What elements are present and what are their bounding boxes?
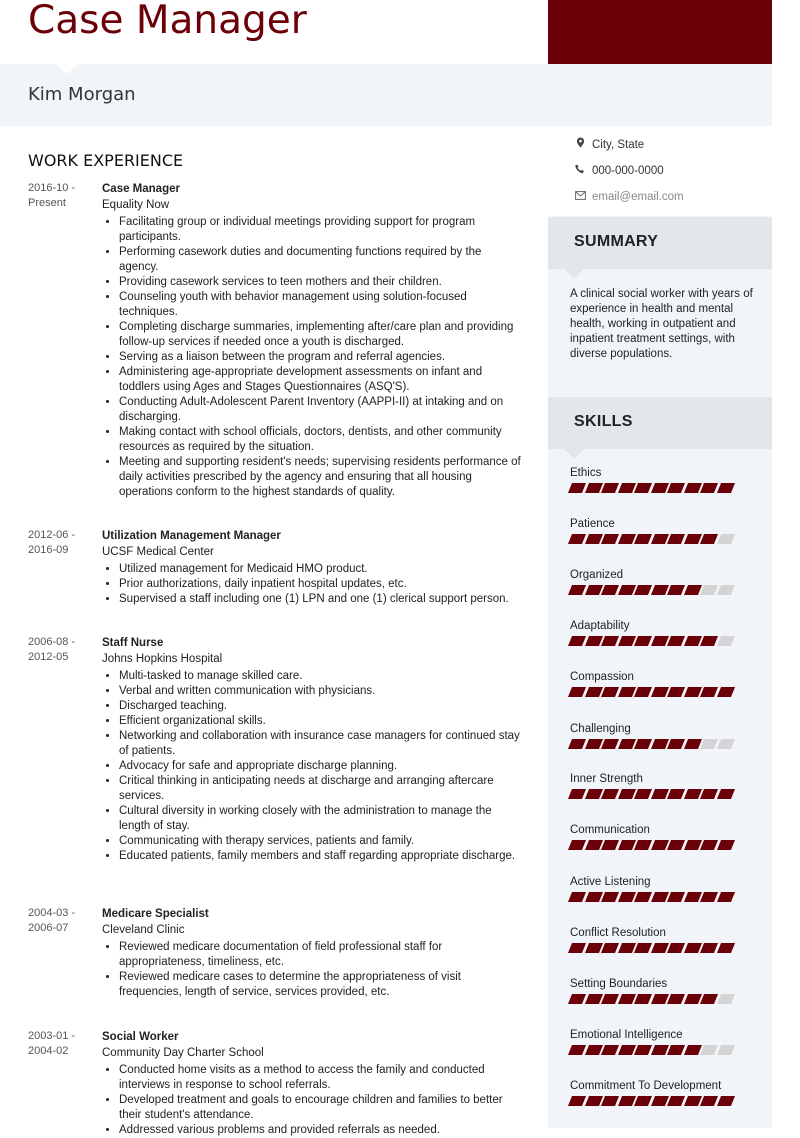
skill-segment-filled <box>617 840 635 850</box>
skill-segment-empty <box>700 585 718 595</box>
skill-segment-filled <box>617 892 635 902</box>
skill-segment-empty <box>700 1045 718 1055</box>
job-organization: Cleveland Clinic <box>102 924 185 936</box>
contact-phone <box>574 164 664 177</box>
job-bullet: • Networking and collaboration with insurance case managers for continued stay of patients. <box>119 729 524 759</box>
skill-segment-filled <box>634 636 652 646</box>
skill-segment-filled <box>667 636 685 646</box>
job-bullet: • Efficient organizational skills. <box>119 714 524 729</box>
skill-segment-filled <box>716 789 734 799</box>
skill-segment-filled <box>683 840 701 850</box>
skill-segment-filled <box>650 483 668 493</box>
skill-segment-filled <box>683 892 701 902</box>
skill-segment-filled <box>617 687 635 697</box>
skill-segment-filled <box>601 1045 619 1055</box>
skill-name: Compassion <box>570 671 634 683</box>
skill-segment-filled <box>700 483 718 493</box>
skill-segment-filled <box>683 994 701 1004</box>
job-body <box>102 906 524 1000</box>
skill-segment-filled <box>667 483 685 493</box>
skill-segment-filled <box>700 1096 718 1106</box>
skill-segment-filled <box>617 483 635 493</box>
skill-item <box>570 876 760 903</box>
job-bullet: • Administering age-appropriate development assessments on infant and toddlers using Ages and Stages Questionnaires (ASQ'S). <box>119 365 524 395</box>
skill-segment-empty <box>716 994 734 1004</box>
skill-rating-bar <box>570 1045 760 1056</box>
skill-segment-filled <box>617 739 635 749</box>
skill-segment-filled <box>716 840 734 850</box>
job-bullets <box>102 562 524 607</box>
contact-email[interactable] <box>574 191 684 203</box>
skill-segment-filled <box>584 739 602 749</box>
skill-segment-filled <box>617 585 635 595</box>
skill-name: Adaptability <box>570 620 630 632</box>
work-experience-heading: WORK EXPERIENCE <box>28 151 184 170</box>
job-bullet: • Reviewed medicare documentation of field professional staff for appropriateness, timeliness, etc. <box>119 940 524 970</box>
skill-segment-filled <box>650 789 668 799</box>
skill-segment-empty <box>716 739 734 749</box>
job-bullet: • Supervised a staff including one (1) LPN and one (1) clerical support person. <box>119 592 524 607</box>
envelope-icon <box>574 191 586 203</box>
skill-segment-filled <box>634 585 652 595</box>
job-bullet: • Multi-tasked to manage skilled care. <box>119 669 524 684</box>
skill-segment-filled <box>601 739 619 749</box>
skill-item <box>570 569 760 596</box>
skill-segment-filled <box>716 943 734 953</box>
job-bullets <box>102 669 524 864</box>
job-organization: Community Day Charter School <box>102 1047 264 1059</box>
skill-segment-filled <box>584 1045 602 1055</box>
contact-location-text: City, State <box>592 139 645 151</box>
job-bullet: • Reviewed medicare cases to determine the appropriateness of visit frequencies, length of service, services provided, etc. <box>119 970 524 1000</box>
skill-segment-filled <box>568 994 586 1004</box>
header-accent-block <box>548 0 772 64</box>
skill-segment-filled <box>634 789 652 799</box>
skill-rating-bar <box>570 994 760 1005</box>
skill-segment-filled <box>683 789 701 799</box>
skill-segment-filled <box>650 943 668 953</box>
skill-segment-filled <box>650 1045 668 1055</box>
skill-name: Ethics <box>570 467 602 479</box>
job-dates: 2012-06 - 2016-09 <box>28 529 76 556</box>
skill-segment-filled <box>634 687 652 697</box>
skill-segment-filled <box>568 840 586 850</box>
skill-rating-bar <box>570 840 760 851</box>
skill-segment-filled <box>683 739 701 749</box>
job-body <box>102 528 524 607</box>
skill-name: Challenging <box>570 723 631 735</box>
skill-segment-filled <box>700 687 718 697</box>
skill-item <box>570 978 760 1005</box>
skill-item <box>570 518 760 545</box>
job-body <box>102 635 524 864</box>
job-bullet: • Completing discharge summaries, implementing after/care plan and providing follow-up services if needed once a youth is discharged. <box>119 320 524 350</box>
skill-segment-filled <box>683 1045 701 1055</box>
map-pin-icon <box>574 137 586 151</box>
skills-heading-notch <box>564 449 584 459</box>
skill-segment-filled <box>667 739 685 749</box>
skill-segment-filled <box>568 534 586 544</box>
skill-segment-filled <box>683 1096 701 1106</box>
summary-heading: SUMMARY <box>574 233 659 250</box>
skill-segment-filled <box>634 1096 652 1106</box>
skill-segment-filled <box>601 789 619 799</box>
job-bullets <box>102 215 524 500</box>
skill-segment-filled <box>584 943 602 953</box>
skill-segment-filled <box>667 1096 685 1106</box>
skill-segment-filled <box>601 994 619 1004</box>
skill-segment-filled <box>634 840 652 850</box>
job-dates: 2016-10 - Present <box>28 182 76 209</box>
contact-block <box>548 126 772 216</box>
contact-phone-text: 000-000-0000 <box>592 165 664 177</box>
skill-segment-filled <box>650 739 668 749</box>
job-bullet: • Prior authorizations, daily inpatient hospital updates, etc. <box>119 577 524 592</box>
phone-icon <box>574 164 586 177</box>
job-bullets <box>102 940 524 1000</box>
job-bullets <box>102 1063 524 1138</box>
skill-segment-filled <box>667 943 685 953</box>
skill-segment-filled <box>667 1045 685 1055</box>
skill-segment-filled <box>650 534 668 544</box>
skill-segment-filled <box>584 585 602 595</box>
job-bullet: • Developed treatment and goals to encourage children and families to better their student's attendance. <box>119 1093 524 1123</box>
skill-segment-filled <box>650 1096 668 1106</box>
skill-segment-filled <box>601 534 619 544</box>
skill-segment-filled <box>584 789 602 799</box>
skill-item <box>570 1080 760 1107</box>
skill-segment-filled <box>700 534 718 544</box>
skill-segment-filled <box>716 1096 734 1106</box>
skill-segment-filled <box>667 840 685 850</box>
skill-name: Organized <box>570 569 624 581</box>
job-role: Case Manager <box>102 183 180 195</box>
skill-name: Communication <box>570 824 650 836</box>
job-bullet: • Advocacy for safe and appropriate discharge planning. <box>119 759 524 774</box>
name-band-notch <box>56 64 78 74</box>
skill-segment-filled <box>584 892 602 902</box>
skill-segment-filled <box>634 1045 652 1055</box>
job-bullet: • Communicating with therapy services, patients and family. <box>119 834 524 849</box>
skill-segment-filled <box>617 636 635 646</box>
skill-item <box>570 927 760 954</box>
skill-rating-bar <box>570 739 760 750</box>
skill-item <box>570 1029 760 1056</box>
skill-rating-bar <box>570 943 760 954</box>
skill-segment-filled <box>650 892 668 902</box>
skill-rating-bar <box>570 585 760 596</box>
job-role: Utilization Management Manager <box>102 530 281 542</box>
skill-segment-filled <box>700 892 718 902</box>
skill-name: Patience <box>570 518 615 530</box>
skill-item <box>570 467 760 494</box>
skill-segment-filled <box>683 687 701 697</box>
skill-segment-filled <box>584 636 602 646</box>
sidebar <box>548 126 772 1128</box>
skill-rating-bar <box>570 687 760 698</box>
job-organization: UCSF Medical Center <box>102 546 214 558</box>
job-bullet: • Making contact with school officials, doctors, dentists, and other community resources as required by the situation. <box>119 425 524 455</box>
skill-segment-filled <box>601 636 619 646</box>
skill-segment-filled <box>601 483 619 493</box>
skill-name: Setting Boundaries <box>570 978 668 990</box>
skill-segment-filled <box>683 943 701 953</box>
resume-job-title: Case Manager <box>28 0 307 43</box>
skill-segment-filled <box>584 840 602 850</box>
skill-segment-filled <box>568 892 586 902</box>
skill-segment-filled <box>634 892 652 902</box>
skill-segment-filled <box>584 994 602 1004</box>
skill-segment-filled <box>568 789 586 799</box>
skill-segment-empty <box>716 636 734 646</box>
job-organization: Equality Now <box>102 199 170 211</box>
skill-segment-filled <box>617 994 635 1004</box>
skill-segment-filled <box>634 943 652 953</box>
job-bullet: • Serving as a liaison between the program and referral agencies. <box>119 350 524 365</box>
skill-segment-filled <box>634 483 652 493</box>
job-bullet: • Educated patients, family members and staff regarding appropriate discharge. <box>119 849 524 864</box>
skill-rating-bar <box>570 1096 760 1107</box>
skill-segment-filled <box>700 789 718 799</box>
skill-segment-filled <box>650 687 668 697</box>
skill-segment-filled <box>667 994 685 1004</box>
skill-item <box>570 620 760 647</box>
job-dates: 2006-08 - 2012-05 <box>28 636 76 663</box>
skill-rating-bar <box>570 483 760 494</box>
skill-rating-bar <box>570 636 760 647</box>
skill-segment-filled <box>700 840 718 850</box>
job-dates: 2004-03 - 2006-07 <box>28 907 76 934</box>
skill-segment-filled <box>584 687 602 697</box>
contact-email-text[interactable]: email@email.com <box>592 191 684 203</box>
skill-segment-filled <box>601 892 619 902</box>
skill-segment-filled <box>700 994 718 1004</box>
skill-segment-filled <box>601 840 619 850</box>
skill-segment-filled <box>650 636 668 646</box>
job-bullet: • Facilitating group or individual meetings providing support for program participants. <box>119 215 524 245</box>
skill-item <box>570 723 760 750</box>
job-bullet: • Conducted home visits as a method to access the family and conducted interviews in response to school referrals. <box>119 1063 524 1093</box>
skill-name: Active Listening <box>570 876 651 888</box>
skill-segment-filled <box>617 534 635 544</box>
skill-segment-filled <box>683 585 701 595</box>
skill-segment-filled <box>617 789 635 799</box>
skill-segment-empty <box>700 739 718 749</box>
skill-segment-filled <box>601 585 619 595</box>
skills-heading: SKILLS <box>574 413 633 430</box>
skill-segment-filled <box>683 534 701 544</box>
skill-segment-filled <box>584 483 602 493</box>
skill-segment-filled <box>700 943 718 953</box>
skill-segment-filled <box>568 483 586 493</box>
job-bullet: • Verbal and written communication with physicians. <box>119 684 524 699</box>
title-bar <box>0 0 548 64</box>
skill-segment-filled <box>667 892 685 902</box>
skill-segment-filled <box>568 636 586 646</box>
contact-location <box>574 137 644 151</box>
skill-segment-filled <box>584 534 602 544</box>
job-bullet: • Counseling youth with behavior management using solution-focused techniques. <box>119 290 524 320</box>
skill-segment-filled <box>617 1096 635 1106</box>
job-organization: Johns Hopkins Hospital <box>102 653 223 665</box>
skill-segment-filled <box>568 1045 586 1055</box>
skill-segment-filled <box>617 1045 635 1055</box>
skill-name: Conflict Resolution <box>570 927 666 939</box>
job-bullet: • Addressed various problems and provided referrals as needed. <box>119 1123 524 1138</box>
skill-rating-bar <box>570 789 760 800</box>
skill-segment-filled <box>634 739 652 749</box>
skill-segment-empty <box>716 534 734 544</box>
skill-segment-filled <box>568 585 586 595</box>
skill-segment-filled <box>667 789 685 799</box>
skill-segment-filled <box>568 739 586 749</box>
skill-item <box>570 671 760 698</box>
skill-segment-filled <box>568 943 586 953</box>
skill-rating-bar <box>570 534 760 545</box>
skill-segment-filled <box>601 687 619 697</box>
skill-segment-filled <box>634 534 652 544</box>
skill-segment-filled <box>650 994 668 1004</box>
skill-segment-empty <box>716 1045 734 1055</box>
main-column <box>0 126 548 1136</box>
skill-name: Emotional Intelligence <box>570 1029 683 1041</box>
job-dates: 2003-01 - 2004-02 <box>28 1030 76 1057</box>
job-role: Medicare Specialist <box>102 908 209 920</box>
skill-segment-filled <box>650 840 668 850</box>
skill-item <box>570 824 760 851</box>
skill-segment-filled <box>716 483 734 493</box>
job-body <box>102 181 524 500</box>
job-bullet: • Critical thinking in anticipating needs at discharge and arranging aftercare services. <box>119 774 524 804</box>
person-name: Kim Morgan <box>28 84 136 105</box>
summary-heading-notch <box>564 269 584 279</box>
skill-name: Commitment To Development <box>570 1080 722 1092</box>
job-bullet: • Utilized management for Medicaid HMO product. <box>119 562 524 577</box>
summary-text: A clinical social worker with years of experience in health and mental health, working in outpatient and inpatient treatment settings, with diverse populations. <box>570 288 753 360</box>
job-bullet: • Discharged teaching. <box>119 699 524 714</box>
skill-segment-filled <box>716 892 734 902</box>
job-bullet: • Providing casework services to teen mothers and their children. <box>119 275 524 290</box>
skill-segment-filled <box>667 585 685 595</box>
job-body <box>102 1029 524 1138</box>
job-bullet: • Performing casework duties and documenting functions required by the agency. <box>119 245 524 275</box>
skill-segment-filled <box>617 943 635 953</box>
skill-name: Inner Strength <box>570 773 643 785</box>
skill-segment-filled <box>667 534 685 544</box>
skill-rating-bar <box>570 892 760 903</box>
skill-segment-filled <box>601 943 619 953</box>
job-bullet: • Cultural diversity in working closely with the administration to manage the length of stay. <box>119 804 524 834</box>
skill-segment-filled <box>700 636 718 646</box>
skill-segment-filled <box>568 1096 586 1106</box>
skill-segment-filled <box>650 585 668 595</box>
skill-segment-filled <box>584 1096 602 1106</box>
skill-segment-filled <box>634 994 652 1004</box>
summary-heading-band <box>548 217 772 269</box>
skill-item <box>570 773 760 800</box>
job-bullet: • Conducting Adult-Adolescent Parent Inventory (AAPPI-II) at intaking and on discharging. <box>119 395 524 425</box>
skill-segment-filled <box>601 1096 619 1106</box>
job-role: Social Worker <box>102 1031 179 1043</box>
job-bullet: • Meeting and supporting resident's needs; supervising residents performance of daily activities prescribed by the agency and ensuring that all housing operations conform to the highest standards of quality. <box>119 455 524 500</box>
job-role: Staff Nurse <box>102 637 164 649</box>
skill-segment-filled <box>667 687 685 697</box>
skill-segment-filled <box>683 636 701 646</box>
skills-heading-band <box>548 397 772 449</box>
skill-segment-filled <box>716 687 734 697</box>
skill-segment-filled <box>683 483 701 493</box>
skill-segment-filled <box>568 687 586 697</box>
skill-segment-empty <box>716 585 734 595</box>
